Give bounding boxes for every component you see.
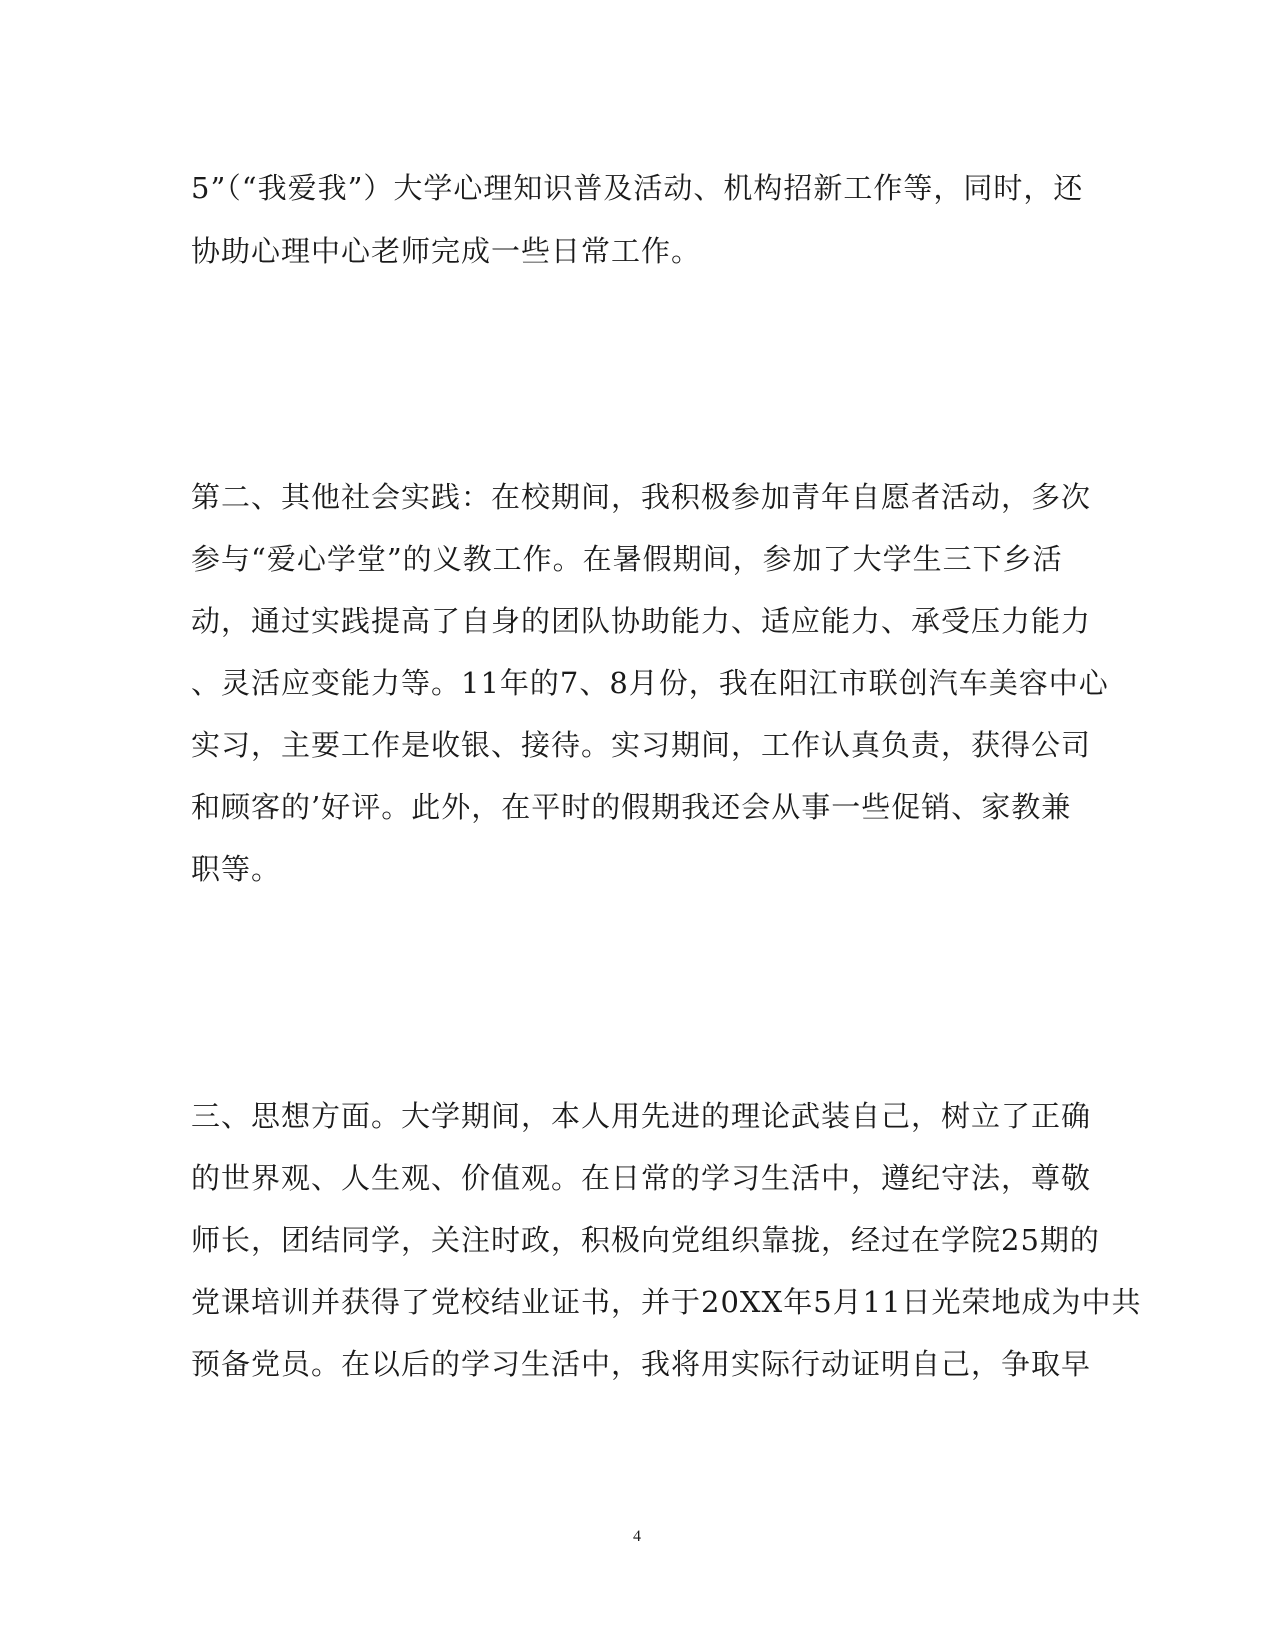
paragraph-2-line-2: 参与“爱心学堂”的义教工作。在暑假期间，参加了大学生三下乡活 bbox=[191, 542, 1063, 576]
paragraph-2-line-4: 、灵活应变能力等。11年的7、8月份，我在阳江市联创汽车美容中心 bbox=[191, 666, 1109, 700]
paragraph-2-line-6: 和顾客的’好评。此外，在平时的假期我还会从事一些促销、家教兼 bbox=[191, 790, 1072, 824]
paragraph-3-line-1: 三、思想方面。大学期间，本人用先进的理论武装自己，树立了正确 bbox=[191, 1099, 1092, 1133]
paragraph-3-line-3: 师长，团结同学，关注时政，积极向党组织靠拢，经过在学院25期的 bbox=[191, 1223, 1100, 1257]
paragraph-2-line-3: 动，通过实践提高了自身的团队协助能力、适应能力、承受压力能力 bbox=[191, 604, 1092, 638]
paragraph-2-line-1: 第二、其他社会实践：在校期间，我积极参加青年自愿者活动，多次 bbox=[191, 480, 1092, 514]
paragraph-3-line-4: 党课培训并获得了党校结业证书，并于20XX年5月11日光荣地成为中共 bbox=[191, 1285, 1142, 1319]
paragraph-3-line-2: 的世界观、人生观、价值观。在日常的学习生活中，遵纪守法，尊敬 bbox=[191, 1161, 1092, 1195]
paragraph-3-line-5: 预备党员。在以后的学习生活中，我将用实际行动证明自己，争取早 bbox=[191, 1347, 1092, 1381]
paragraph-1-line-1: 5”（“我爱我”）大学心理知识普及活动、机构招新工作等，同时，还 bbox=[191, 171, 1084, 205]
paragraph-2-line-5: 实习，主要工作是收银、接待。实习期间，工作认真负责，获得公司 bbox=[191, 728, 1092, 762]
paragraph-2-line-7: 职等。 bbox=[191, 852, 282, 886]
paragraph-1-line-2: 协助心理中心老师完成一些日常工作。 bbox=[191, 234, 702, 268]
page-number: 4 bbox=[633, 1528, 641, 1545]
